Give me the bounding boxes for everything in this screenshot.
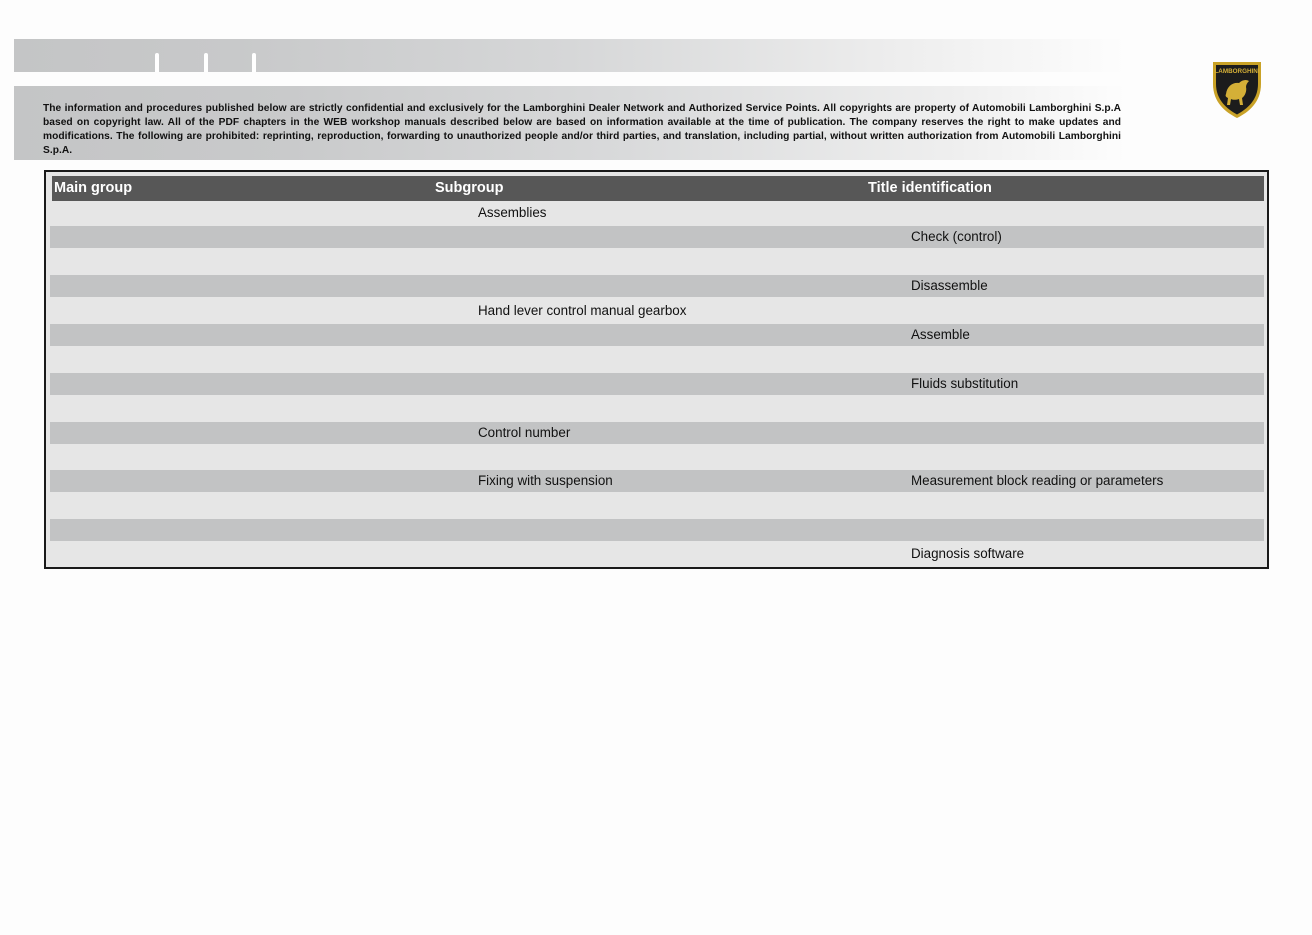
tab-marker [155, 53, 159, 72]
top-gradient-bar [14, 39, 1126, 72]
confidentiality-notice [14, 86, 1126, 160]
cell-title: Assemble [911, 326, 970, 342]
table-row [50, 494, 1264, 518]
table-row [50, 518, 1264, 542]
table-row [50, 542, 1264, 566]
svg-text:LAMBORGHINI: LAMBORGHINI [1214, 68, 1260, 75]
cell-subgroup: Hand lever control manual gearbox [478, 302, 687, 318]
table-row [50, 396, 1264, 420]
lamborghini-shield-logo-icon [1209, 58, 1265, 120]
table-row [50, 469, 1264, 493]
column-header-main-group: Main group [54, 180, 133, 196]
cell-title: Diagnosis software [911, 546, 1025, 562]
table-row [50, 347, 1264, 371]
tab-marker [252, 53, 256, 72]
table-row [50, 274, 1264, 298]
tab-marker [204, 53, 208, 72]
cell-subgroup: Assemblies [478, 205, 547, 220]
cell-title: Disassemble [911, 278, 988, 294]
table-row [50, 421, 1264, 445]
column-header-subgroup: Subgroup [435, 180, 504, 196]
table-row [50, 323, 1264, 347]
cell-subgroup: Fixing with suspension [478, 473, 613, 489]
table-row [50, 225, 1264, 249]
cell-subgroup: Control number [478, 424, 571, 440]
notice-text: The information and procedures published below are strictly confidential and exclusively for the Lamborghini Dealer Network and Authorized Service Points. All copyrights are property of Automobili Lamborghini S.p.A based on copyright law. All of the PDF chapters in the WEB workshop manuals described below are based on information available at the time of publication. The company reserves the right to make updates and modifications. The following are prohibited: reprinting, reproduction, forwarding to unauthorized people and/or third parties, and translation, including partial, without written authorization from Automobili Lamborghini S.p.A. [43, 103, 1121, 156]
table-row [50, 372, 1264, 396]
table-row [50, 299, 1264, 323]
table-row [50, 201, 1264, 225]
table-row [50, 250, 1264, 274]
cell-title: Fluids substitution [911, 375, 1019, 391]
column-header-title-identification: Title identification [868, 180, 992, 196]
table-header-row [52, 176, 1264, 201]
cell-title: Check (control) [911, 229, 1002, 245]
table-row [50, 445, 1264, 469]
work-category-table [44, 170, 1269, 569]
cell-title: Measurement block reading or parameters [911, 473, 1164, 489]
